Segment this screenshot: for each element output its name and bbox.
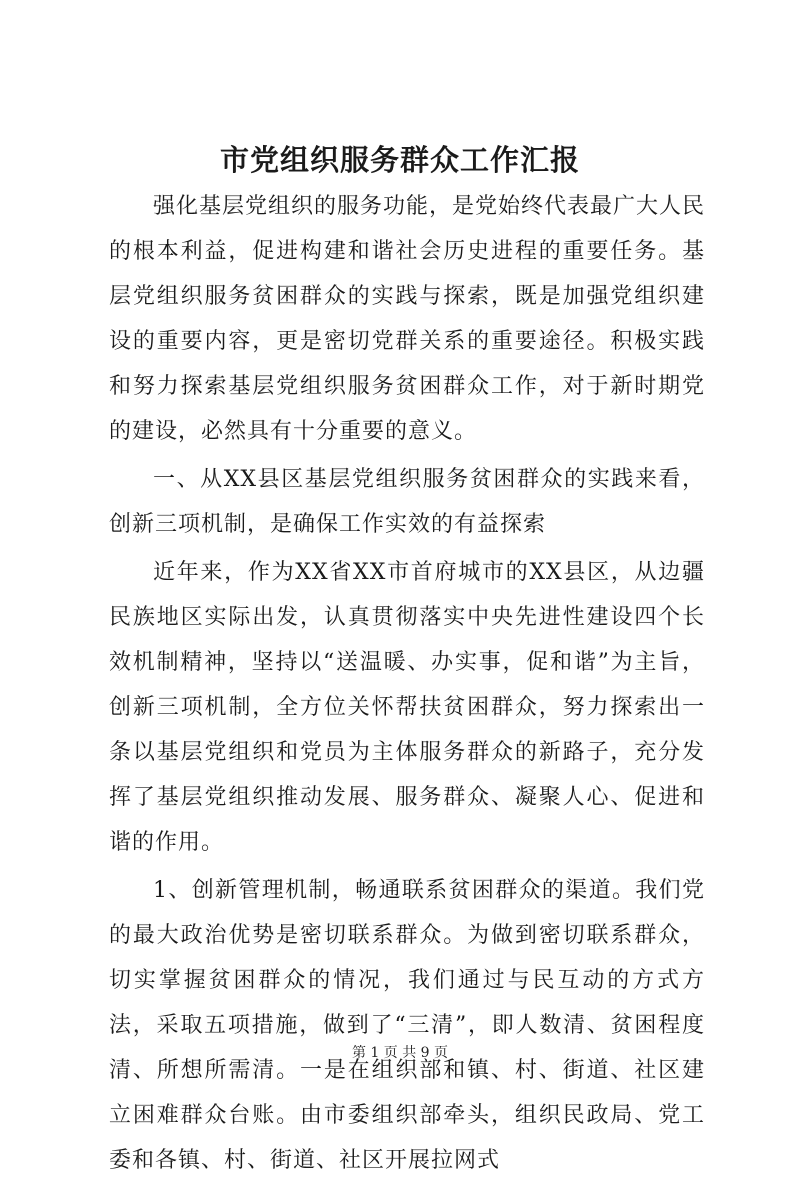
page-number-footer: 第 1 页 共 9 页 — [351, 1045, 449, 1061]
document-body — [109, 184, 705, 1186]
document-title: 市党组织服务群众工作汇报 — [219, 143, 580, 177]
paragraph-intro: 强化基层党组织的服务功能，是党始终代表最广大人民的根本利益，促进构建和谐社会历史进程的重要任务。基层党组织服务贫困群众的实践与探索，既是加强党组织建设的重要内容，更是密切党群关系的重要途径。积极实践和努力探索基层党组织服务贫困群众工作，对于新时期党的建设，必然具有十分重要的意义。 — [109, 194, 706, 444]
paragraph-background: 近年来，作为XX省XX市首府城市的XX县区，从边疆民族地区实际出发，认真贯彻落实中央先进性建设四个长效机制精神，坚持以“送温暖、办实事，促和谐”为主旨，创新三项机制，全方位关怀帮扶贫困群众，努力探索出一条以基层党组织和党员为主体服务群众的新路子，充分发挥了基层党组织推动发展、服务群众、凝聚人心、促进和谐的作用。 — [109, 560, 705, 855]
paragraph-section-heading: 一、从XX县区基层党组织服务贫困群众的实践来看，创新三项机制，是确保工作实效的有益探索 — [109, 467, 705, 537]
paragraph-mechanism-1: 1、创新管理机制，畅通联系贫困群众的渠道。我们党的最大政治优势是密切联系群众。为做到密切联系群众，切实掌握贫困群众的情况，我们通过与民互动的方式方法，采取五项措施，做到了“三清”，即人数清、贫困程度清、所想所需清。一是在组织部和镇、村、街道、社区建立困难群众台账。由市委组织部牵头，组织民政局、党工委和各镇、村、街道、社区开展拉网式 — [109, 878, 705, 1173]
